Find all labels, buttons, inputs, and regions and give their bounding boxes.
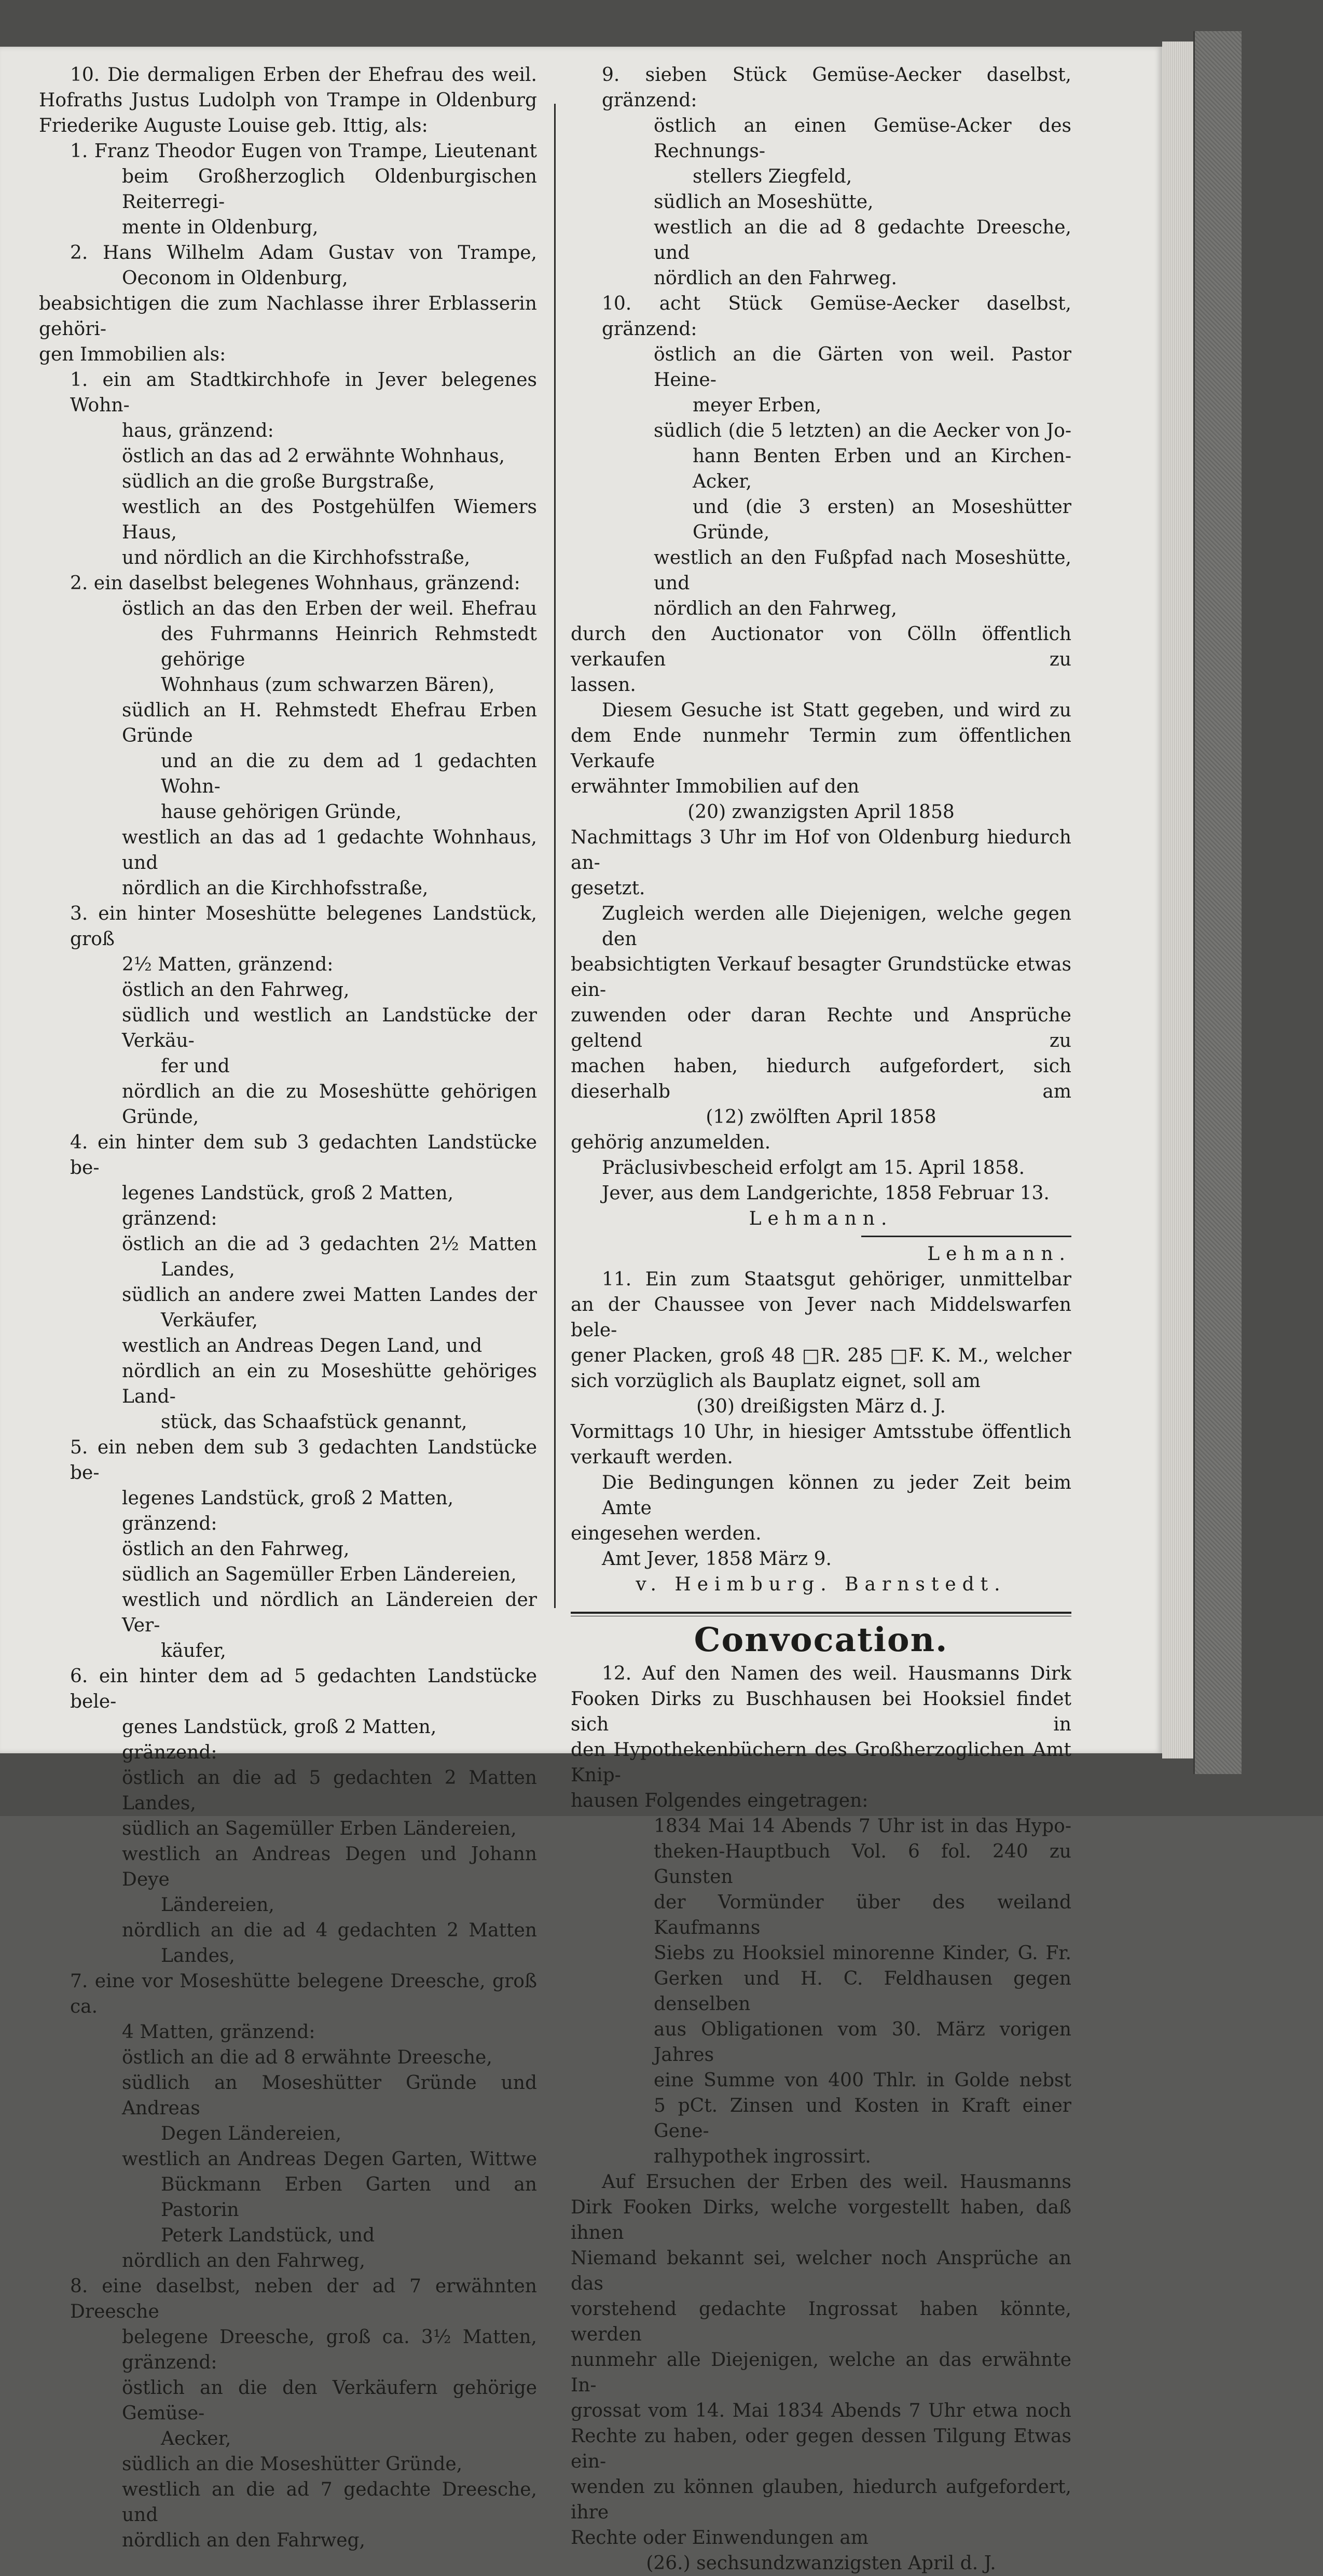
left-column: [39, 62, 537, 2553]
text-line: östlich an die Gärten von weil. Pastor Heine-: [654, 344, 1071, 391]
text-line: genes Landstück, groß 2 Matten, gränzend:: [122, 1716, 437, 1763]
text-line: östlich an die ad 8 erwähnte Dreesche,: [122, 2047, 492, 2068]
text-line: (26.) sechsundzwanzigsten April d. J.: [646, 2553, 996, 2574]
text-line: Landes,: [161, 1259, 235, 1280]
text-line: belegene Dreesche, groß ca. 3½ Matten, gränzend:: [122, 2326, 537, 2373]
text-line: Verkäufer,: [161, 1310, 258, 1331]
text-line: Jever, aus dem Landgerichte, 1858 Februar 13.: [602, 1183, 1050, 1204]
text-line: Degen Ländereien,: [161, 2123, 342, 2144]
text-line: Auf Ersuchen der Erben des weil. Hausmanns: [602, 2171, 1071, 2193]
text-line: Lehmann.: [749, 1208, 893, 1229]
text-line: südlich an Sagemüller Erben Ländereien,: [122, 1818, 517, 1839]
text-line: Oeconom in Oldenburg,: [122, 268, 348, 289]
text-line: mente in Oldenburg,: [122, 217, 319, 238]
notice-11: [571, 1241, 1071, 1597]
text-line: südlich an Moseshütter Gründe und Andreas: [122, 2072, 537, 2119]
text-line: westlich an Andreas Degen und Johann Deye: [122, 1844, 537, 1890]
text-line: westlich an das ad 1 gedachte Wohnhaus, und: [122, 827, 537, 874]
text-line: ralhypothek ingrossirt.: [654, 2146, 871, 2167]
text-line: 6. ein hinter dem ad 5 gedachten Landstücke bele-: [70, 1666, 537, 1712]
text-line: östlich an das den Erben der weil. Ehefrau: [122, 598, 537, 619]
text-line: fer und: [161, 1056, 230, 1077]
text-line: östlich an die den Verkäufern gehörige Gemüse-: [122, 2377, 537, 2424]
text-line: 5. ein neben dem sub 3 gedachten Landstücke be-: [70, 1437, 537, 1484]
text-line: Rechte oder Einwendungen am: [571, 2527, 869, 2549]
text-line: westlich und nördlich an Ländereien der Ver-: [122, 1589, 537, 1636]
text-line: nördlich an die zu Moseshütte gehörigen Gründe,: [122, 1081, 537, 1128]
text-line: und (die 3 ersten) an Moseshütter Gründe,: [693, 496, 1071, 543]
text-line: Landes,: [161, 1945, 235, 1966]
section-rule: [571, 1612, 1071, 1616]
text-line: machen haben, hiedurch aufgefordert, sich dieserhalb am: [571, 1056, 1071, 1102]
text-line: 2. ein daselbst belegenes Wohnhaus, gränzend:: [70, 573, 520, 594]
text-line: vorstehend gedachte Ingrossat haben könnte, werden: [571, 2298, 1071, 2345]
text-line: südlich (die 5 letzten) an die Aecker von Jo-: [654, 420, 1071, 441]
text-line: stück, das Schaafstück genannt,: [161, 1411, 467, 1433]
text-line: den Hypothekenbüchern des Großherzoglichen Amt Knip-: [571, 1739, 1071, 1786]
text-line: Hofraths Justus Ludolph von Trampe in Oldenburg: [39, 90, 537, 111]
text-line: 4. ein hinter dem sub 3 gedachten Landstücke be-: [70, 1132, 537, 1179]
page-edges: [1162, 41, 1193, 1758]
text-line: lassen.: [571, 674, 636, 696]
text-line: westlich an die ad 8 gedachte Dreesche, und: [654, 217, 1071, 264]
text-line: stellers Ziegfeld,: [693, 166, 852, 187]
text-line: käufer,: [161, 1640, 226, 1661]
text-line: Dirk Fooken Dirks, welche vorgestellt haben, daß ihnen: [571, 2197, 1071, 2243]
text-line: und nördlich an die Kirchhofsstraße,: [122, 547, 471, 569]
text-line: gehörig anzumelden.: [571, 1132, 771, 1153]
text-line: südlich an andere zwei Matten Landes der: [122, 1284, 537, 1306]
text-line: der Vormünder über des weiland Kaufmanns: [654, 1892, 1071, 1938]
text-line: östlich an einen Gemüse-Acker des Rechnungs-: [654, 115, 1071, 162]
text-line: theken-Hauptbuch Vol. 6 fol. 240 zu Gunsten: [654, 1841, 1071, 1888]
text-line: Aecker,: [161, 2428, 231, 2449]
text-line: südlich an H. Rehmstedt Ehefrau Erben Gründe: [122, 700, 537, 746]
text-line: hause gehörigen Gründe,: [161, 801, 402, 823]
text-line: (20) zwanzigsten April 1858: [687, 801, 955, 823]
text-line: haus, gränzend:: [122, 420, 274, 441]
convocation-heading: Convocation.: [694, 1621, 948, 1659]
text-line: dem Ende nunmehr Termin zum öffentlichen Verkaufe: [571, 725, 1071, 772]
text-line: nunmehr alle Diejenigen, welche an das erwähnte In-: [571, 2349, 1071, 2396]
text-line: gen Immobilien als:: [39, 344, 226, 365]
text-line: legenes Landstück, groß 2 Matten, gränzend:: [122, 1183, 454, 1229]
text-line: 7. eine vor Moseshütte belegene Dreesche, groß ca.: [70, 1971, 537, 2017]
text-line: aus Obligationen vom 30. März vorigen Jahres: [654, 2019, 1071, 2066]
text-line: Niemand bekannt sei, welcher noch Ansprüche an das: [571, 2248, 1071, 2294]
notice-10-continued: [571, 62, 1071, 1231]
text-line: nördlich an den Fahrweg,: [654, 598, 898, 619]
text-line: westlich an des Postgehülfen Wiemers Haus,: [122, 496, 537, 543]
text-line: v. Heimburg. Barnstedt.: [636, 1574, 1007, 1595]
book-cover: [1193, 31, 1242, 1774]
text-line: 1. Franz Theodor Eugen von Trampe, Lieutenant: [70, 141, 537, 162]
text-line: 11. Ein zum Staatsgut gehöriger, unmittelbar: [602, 1269, 1071, 1290]
text-line: erwähnter Immobilien auf den: [571, 776, 860, 797]
text-line: legenes Landstück, groß 2 Matten, gränzend:: [122, 1488, 454, 1534]
text-line: westlich an Andreas Degen Garten, Wittwe: [122, 2149, 537, 2170]
text-line: Diesem Gesuche ist Statt gegeben, und wird zu: [602, 700, 1071, 721]
text-line: zuwenden oder daran Rechte und Ansprüche geltend zu: [571, 1005, 1071, 1051]
text-line: nördlich an den Fahrweg,: [122, 2530, 366, 2551]
text-line: hann Benten Erben und an Kirchen-Acker,: [693, 446, 1071, 492]
text-line: westlich an Andreas Degen Land, und: [122, 1335, 483, 1356]
text-line: westlich an den Fußpfad nach Moseshütte, und: [654, 547, 1071, 594]
text-line: verkauft werden.: [571, 1447, 733, 1468]
text-line: Zugleich werden alle Diejenigen, welche gegen den: [602, 903, 1071, 950]
text-line: grossat vom 14. Mai 1834 Abends 7 Uhr etwa noch: [571, 2400, 1071, 2421]
text-line: Ländereien,: [161, 1894, 274, 1916]
text-line: gesetzt.: [571, 878, 645, 899]
text-line: südlich an Sagemüller Erben Ländereien,: [122, 1564, 517, 1585]
text-line: nördlich an den Fahrweg,: [122, 2250, 366, 2272]
text-line: Siebs zu Hooksiel minorenne Kinder, G. Fr.: [654, 1943, 1071, 1964]
text-line: östlich an den Fahrweg,: [122, 1539, 350, 1560]
text-line: Bückmann Erben Garten und an Pastorin: [161, 2174, 537, 2221]
text-line: beabsichtigten Verkauf besagter Grundstücke etwas ein-: [571, 954, 1071, 1001]
text-line: Peterk Landstück, und: [161, 2225, 375, 2246]
text-line: 2. Hans Wilhelm Adam Gustav von Trampe,: [70, 242, 537, 264]
text-line: 5 pCt. Zinsen und Kosten in Kraft einer Gene-: [654, 2095, 1071, 2142]
text-line: 9. sieben Stück Gemüse-Aecker daselbst, gränzend:: [602, 64, 1071, 111]
text-line: Nachmittags 3 Uhr im Hof von Oldenburg hiedurch an-: [571, 827, 1071, 874]
text-line: Friederike Auguste Louise geb. Ittig, als:: [39, 115, 428, 136]
text-line: hausen Folgendes eingetragen:: [571, 1790, 869, 1811]
text-line: Wohnhaus (zum schwarzen Bären),: [161, 674, 495, 696]
text-line: 12. Auf den Namen des weil. Hausmanns Dirk: [602, 1663, 1071, 1684]
text-line: beim Großherzoglich Oldenburgischen Reiterregi-: [122, 166, 537, 213]
text-line: südlich an die große Burgstraße,: [122, 471, 435, 492]
text-line: und an die zu dem ad 1 gedachten Wohn-: [161, 751, 537, 797]
text-line: eine Summe von 400 Thlr. in Golde nebst: [654, 2070, 1071, 2091]
text-line: sich vorzüglich als Bauplatz eignet, soll am: [571, 1370, 981, 1392]
text-line: Rechte zu haben, oder gegen dessen Tilgung Etwas ein-: [571, 2426, 1071, 2472]
text-line: des Fuhrmanns Heinrich Rehmstedt gehörige: [161, 624, 537, 670]
text-line: eingesehen werden.: [571, 1523, 762, 1544]
text-line: östlich an den Fahrweg,: [122, 979, 350, 1001]
text-line: meyer Erben,: [693, 395, 822, 416]
text-line: südlich an Moseshütte,: [654, 191, 874, 213]
text-line: östlich an das ad 2 erwähnte Wohnhaus,: [122, 446, 505, 467]
text-line: gener Placken, groß 48 □R. 285 □F. K. M., welcher: [571, 1345, 1071, 1366]
text-line: südlich und westlich an Landstücke der Verkäu-: [122, 1005, 537, 1051]
text-line: westlich an die ad 7 gedachte Dreesche, und: [122, 2479, 537, 2526]
text-line: 3. ein hinter Moseshütte belegenes Landstück, groß: [70, 903, 537, 950]
text-line: Amt Jever, 1858 März 9.: [602, 1548, 832, 1570]
text-line: (12) zwölften April 1858: [706, 1106, 936, 1128]
text-line: Präclusivbescheid erfolgt am 15. April 1858.: [602, 1157, 1025, 1179]
text-line: südlich an die Moseshütter Gründe,: [122, 2454, 463, 2475]
text-line: östlich an die ad 5 gedachten 2 Matten Landes,: [122, 1767, 537, 1814]
text-line: östlich an die ad 3 gedachten 2½ Matten: [122, 1234, 537, 1255]
text-line: 4 Matten, gränzend:: [122, 2021, 315, 2043]
separator-rule: [861, 1236, 1071, 1237]
text-line: nördlich an den Fahrweg.: [654, 268, 898, 289]
text-line: an der Chaussee von Jever nach Middelswarfen bele-: [571, 1294, 1071, 1341]
text-line: 10. Die dermaligen Erben der Ehefrau des weil.: [70, 64, 537, 86]
text-line: (30) dreißigsten März d. J.: [696, 1396, 946, 1417]
text-line: 1. ein am Stadtkirchhofe in Jever belegenes Wohn-: [70, 369, 537, 416]
text-line: wenden zu können glauben, hiedurch aufgefordert, ihre: [571, 2476, 1071, 2523]
text-line: Fooken Dirks zu Buschhausen bei Hooksiel findet sich in: [571, 1688, 1071, 1735]
column-divider: [554, 104, 556, 1608]
text-line: Lehmann.: [927, 1243, 1071, 1265]
text-line: nördlich an ein zu Moseshütte gehöriges Land-: [122, 1361, 537, 1407]
text-line: nördlich an die ad 4 gedachten 2 Matten: [122, 1920, 537, 1941]
text-line: 8. eine daselbst, neben der ad 7 erwähnten Dreesche: [70, 2276, 537, 2322]
text-line: Vormittags 10 Uhr, in hiesiger Amtsstube öffentlich: [571, 1421, 1071, 1443]
text-line: 2½ Matten, gränzend:: [122, 954, 334, 975]
text-line: beabsichtigen die zum Nachlasse ihrer Erblasserin gehöri-: [39, 293, 537, 340]
text-line: Gerken und H. C. Feldhausen gegen denselben: [654, 1968, 1071, 2015]
text-line: 1834 Mai 14 Abends 7 Uhr ist in das Hypo-: [654, 1816, 1071, 1837]
text-line: nördlich an die Kirchhofsstraße,: [122, 878, 429, 899]
notice-12: [571, 1661, 1071, 2576]
text-line: 10. acht Stück Gemüse-Aecker daselbst, gränzend:: [602, 293, 1071, 340]
text-line: Die Bedingungen können zu jeder Zeit beim Amte: [602, 1472, 1071, 1519]
text-line: durch den Auctionator von Cölln öffentlich verkaufen zu: [571, 624, 1071, 670]
right-column: [571, 62, 1071, 2576]
